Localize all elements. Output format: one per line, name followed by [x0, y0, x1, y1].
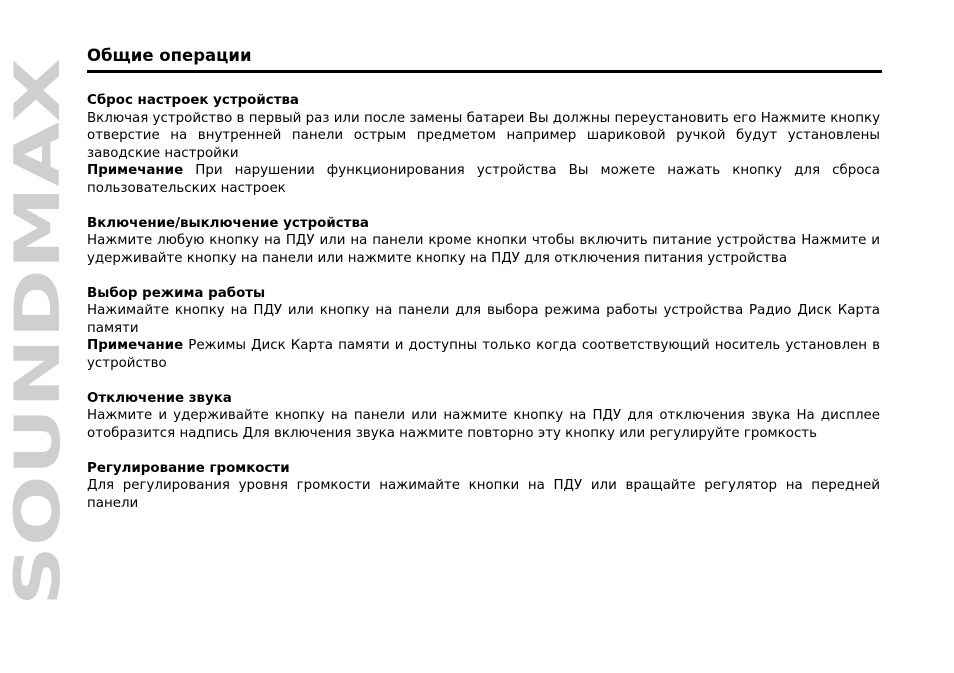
document-body	[87, 92, 880, 530]
section-mode-select	[87, 285, 880, 373]
paragraph	[87, 302, 880, 337]
paragraph-text: При нарушении функционирования устройства Вы можете нажать кнопку для сброса пользовательских настроек	[87, 163, 880, 196]
section-heading: Выбор режима работы	[87, 285, 266, 301]
paragraph	[87, 477, 880, 512]
section-heading: Отключение звука	[87, 390, 232, 406]
page-title: Общие операции	[87, 46, 252, 65]
section-device-reset	[87, 92, 880, 197]
section-power-on-off	[87, 215, 880, 268]
soundmax-logo	[1, 56, 74, 606]
soundmax-logo-graphic	[1, 56, 74, 606]
title-divider	[87, 70, 882, 73]
paragraph-text: Для регулирования уровня громкости нажимайте кнопки на ПДУ или вращайте регулятор на передней панели	[87, 478, 880, 511]
note-label: Примечание	[87, 163, 184, 178]
note-paragraph	[87, 337, 880, 372]
note-paragraph	[87, 162, 880, 197]
paragraph-text: Нажимайте кнопку на ПДУ или кнопку на панели для выбора режима работы устройства Радио Диск Карта памяти	[87, 303, 880, 336]
note-label: Примечание	[87, 338, 184, 353]
section-volume	[87, 460, 880, 513]
section-heading: Включение/выключение устройства	[87, 215, 369, 231]
paragraph	[87, 407, 880, 442]
paragraph-text: Нажмите любую кнопку на ПДУ или на панели кроме кнопки чтобы включить питание устройства Нажмите и удерживайте кнопку на панели или нажмите кнопку на ПДУ для отключения питания устройства	[87, 233, 880, 266]
paragraph	[87, 110, 880, 163]
section-mute	[87, 390, 880, 443]
paragraph-text: Режимы Диск Карта памяти и доступны только когда соответствующий носитель установлен в устройство	[87, 338, 880, 371]
soundmax-logo-text: SOUNDMAX	[1, 197, 74, 606]
section-heading: Регулирование громкости	[87, 460, 290, 476]
section-heading: Сброс настроек устройства	[87, 93, 299, 108]
paragraph-text: Нажмите и удерживайте кнопку на панели или нажмите кнопку на ПДУ для отключения звука На дисплее отобразится надпись Для включения звука нажмите повторно эту кнопку или регулируйте громкость	[87, 408, 880, 441]
paragraph	[87, 232, 880, 267]
paragraph-text: Включая устройство в первый раз или после замены батареи Вы должны переустановить его Нажмите кнопку отверстие на внутренней панели острым предметом например шариковой ручкой будут установлены заводские настройки	[87, 110, 880, 161]
